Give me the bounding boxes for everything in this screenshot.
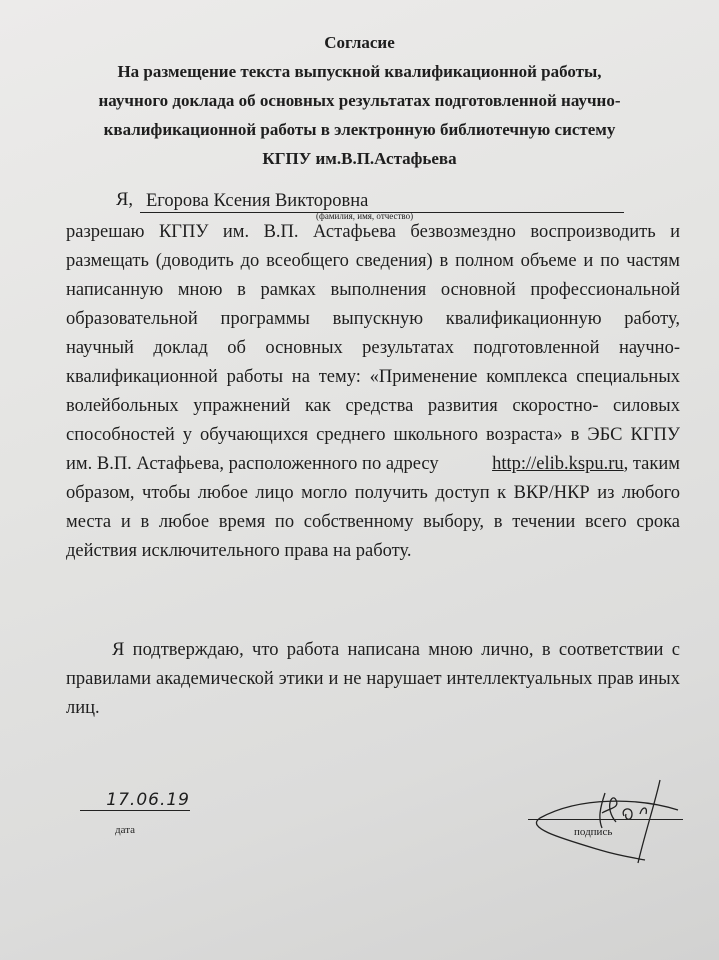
confirm-line: правилами академической этики и не нарушает интеллектуальных прав иных xyxy=(66,669,680,689)
body-line: места и в любое время по собственному выбору, в течении всего срока xyxy=(66,512,680,532)
body-line: способностей у обучающихся среднего школьного возраста» в ЭБС КГПУ xyxy=(66,425,680,445)
body-line: написанную мною в рамках выполнения основной профессиональной xyxy=(66,280,680,300)
date-label: дата xyxy=(115,824,136,836)
confirm-line: лиц. xyxy=(66,698,100,718)
body-line: волейбольных упражнений как средства развития скоростно- силовых xyxy=(66,396,680,416)
title-line: На размещение текста выпускной квалификационной работы, xyxy=(117,62,602,81)
date-field: 17.06.19 xyxy=(80,790,190,811)
confirm-line: Я подтверждаю, что работа написана мною лично, в соответствии с xyxy=(112,640,680,660)
title-line: КГПУ им.В.П.Астафьева xyxy=(262,149,457,168)
title-line: научного доклада об основных результатах подготовленной научно- xyxy=(98,91,621,110)
name-hint: (фамилия, имя, отчество) xyxy=(316,211,414,221)
body-line: образом, чтобы любое лицо могло получить доступ к ВКР/НКР из любого xyxy=(66,483,680,503)
body-line: действия исключительного права на работу. xyxy=(66,541,412,561)
body-line: разрешаю КГПУ им. В.П. Астафьева безвозмездно воспроизводить и xyxy=(66,222,680,242)
title-line: Согласие xyxy=(324,33,395,52)
signature-label: подпись xyxy=(574,826,613,838)
body-text: им. В.П. Астафьева, расположенного по адресу xyxy=(66,454,444,474)
body-line: образовательной программы выпускную квалификационную работу, xyxy=(66,309,680,329)
body-line: размещать (доводить до всеобщего сведения) в полном объеме и по частям xyxy=(66,251,680,271)
signature-image xyxy=(520,778,690,868)
elib-link[interactable]: http://elib.kspu.ru xyxy=(492,454,624,474)
ya-label: Я, xyxy=(116,190,133,210)
body-line-with-link xyxy=(66,450,680,479)
body-text: , таким xyxy=(623,454,680,474)
body-line: квалификационной работы на тему: «Применение комплекса специальных xyxy=(66,367,680,387)
body-line: научный доклад об основных результатах подготовленной научно- xyxy=(66,338,680,358)
full-name-field: Егорова Ксения Викторовна xyxy=(140,190,624,213)
document-title xyxy=(0,28,719,173)
title-line: квалификационной работы в электронную библиотечную систему xyxy=(103,120,616,139)
